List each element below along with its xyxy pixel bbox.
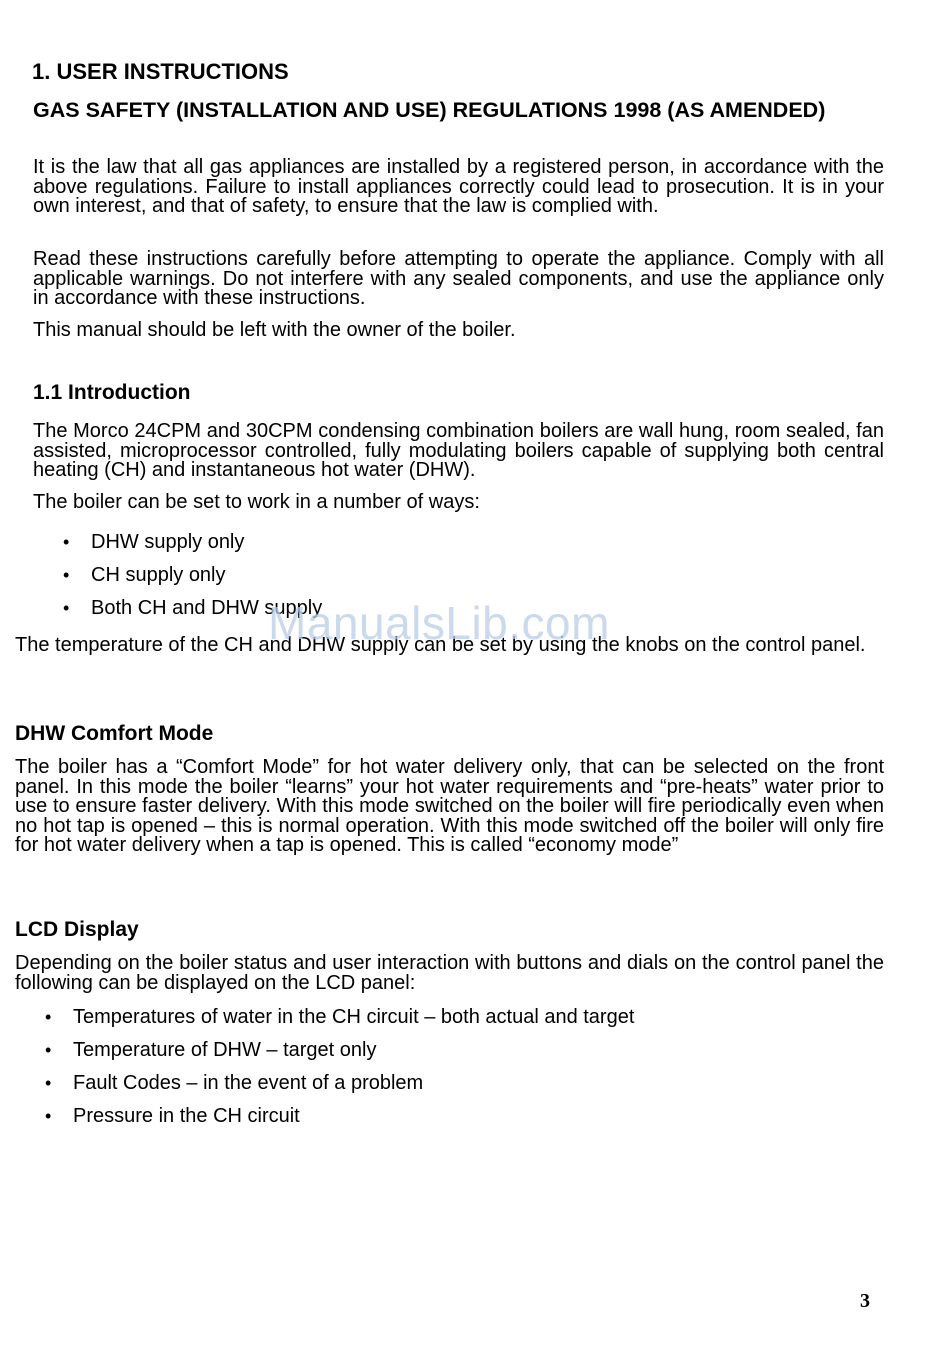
bullet-icon: • <box>45 1073 52 1093</box>
modes-paragraph: The boiler can be set to work in a number of ways: <box>33 491 480 513</box>
comfort-mode-heading: DHW Comfort Mode <box>15 722 214 745</box>
list-item <box>63 563 226 587</box>
bullet-icon: • <box>45 1106 52 1126</box>
watermark: ManualsLib.com <box>268 597 610 649</box>
regulations-heading: GAS SAFETY (INSTALLATION AND USE) REGULATIONS 1998 (AS AMENDED) <box>33 98 826 122</box>
introduction-heading: 1.1 Introduction <box>33 381 191 404</box>
list-item-label: Pressure in the CH circuit <box>73 1105 300 1127</box>
list-item <box>45 1005 635 1029</box>
lcd-display-paragraph: Depending on the boiler status and user interaction with buttons and dials on the control panel the following can be displayed on the LCD panel: <box>15 952 884 994</box>
bullet-icon: • <box>45 1040 52 1060</box>
list-item-label: Temperature of DHW – target only <box>73 1039 377 1061</box>
list-item <box>45 1104 300 1128</box>
list-item <box>63 530 245 554</box>
list-item-label: DHW supply only <box>91 531 245 553</box>
list-item-label: CH supply only <box>91 564 226 586</box>
section-heading-user-instructions: 1. USER INSTRUCTIONS <box>32 59 289 84</box>
list-item <box>45 1071 424 1095</box>
list-item <box>45 1038 377 1062</box>
lcd-display-heading: LCD Display <box>15 918 139 941</box>
bullet-icon: • <box>63 532 70 552</box>
law-paragraph: It is the law that all gas appliances are installed by a registered person, in accordance with the above regulations. Failure to install appliances correctly could lead to prosecution. It is in your own interest, and that of safety, to ensure that the law is complied with. <box>33 156 884 217</box>
list-item-label: Fault Codes – in the event of a problem <box>73 1072 424 1094</box>
bullet-icon: • <box>63 598 70 618</box>
bullet-icon: • <box>45 1007 52 1027</box>
list-item-label: Temperatures of water in the CH circuit – both actual and target <box>73 1006 635 1028</box>
comfort-mode-paragraph: The boiler has a “Comfort Mode” for hot water delivery only, that can be selected on the front panel. In this mode the boiler “learns” your hot water requirements and “pre-heats” water prior to use to ensure faster delivery. With this mode switched on the boiler will fire periodically even when no hot tap is opened – this is normal operation. With this mode switched off the boiler will only fire for hot water delivery when a tap is opened. This is called “economy mode” <box>15 756 884 856</box>
temperature-paragraph: The temperature of the CH and DHW supply can be set by using the knobs on the control panel. <box>15 634 866 656</box>
page-number: 3 <box>860 1290 870 1312</box>
bullet-icon: • <box>63 565 70 585</box>
list-item-label: Both CH and DHW supply <box>91 597 323 619</box>
introduction-paragraph: The Morco 24CPM and 30CPM condensing combination boilers are wall hung, room sealed, fan assisted, microprocessor controlled, fully modulating boilers capable of supplying both central heating (CH) and instantaneous hot water (DHW). <box>33 420 884 481</box>
owner-paragraph: This manual should be left with the owner of the boiler. <box>33 319 516 341</box>
read-instructions-paragraph: Read these instructions carefully before attempting to operate the appliance. Comply with all applicable warnings. Do not interfere with any sealed components, and use the appliance only in accordance with these instructions. <box>33 248 884 309</box>
